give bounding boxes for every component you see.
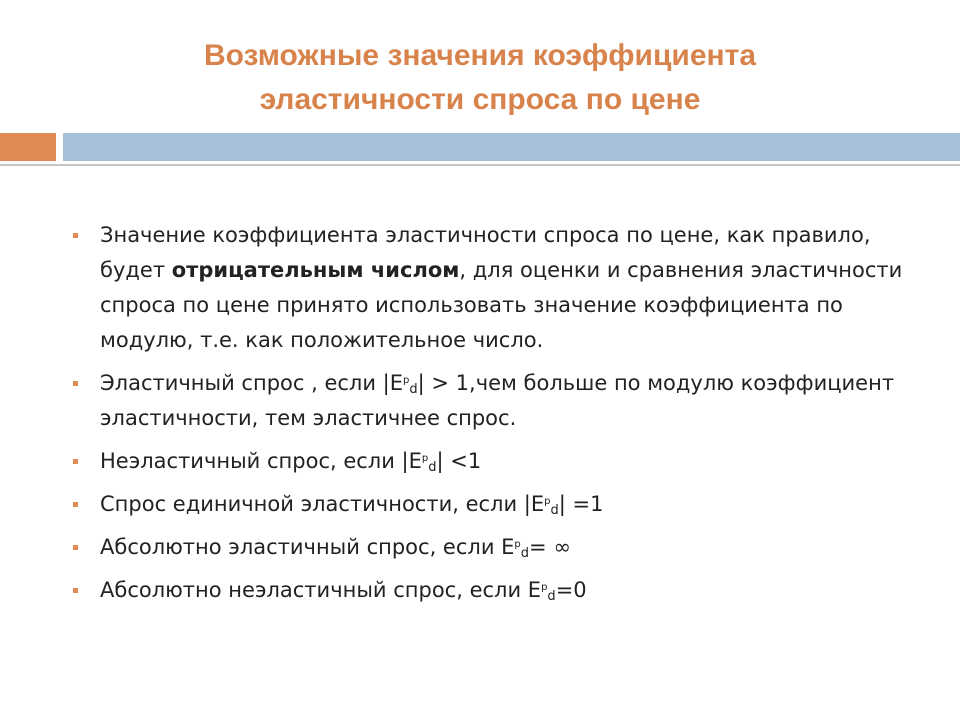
bullet-2-superscript: p <box>403 375 410 386</box>
bullet-3-prefix: Неэластичный спрос, если |E <box>100 449 422 473</box>
slide-title <box>0 34 960 122</box>
bullet-4-superscript: p <box>544 496 551 507</box>
bullet-item-perfectly-inelastic <box>72 573 932 608</box>
bullet-list <box>72 218 932 616</box>
bullet-5-prefix: Абсолютно эластичный спрос, если E <box>100 535 515 559</box>
bullet-5-superscript: p <box>514 539 521 550</box>
bullet-marker <box>73 545 78 550</box>
bullet-4-subscript: d <box>550 503 559 518</box>
bullet-5-suffix: = ∞ <box>529 535 571 559</box>
bullet-6-superscript: p <box>541 582 548 593</box>
bullet-item-elastic-demand <box>72 366 932 436</box>
bullet-6-prefix: Абсолютно неэластичный спрос, если E <box>100 578 542 602</box>
divider-bar-blue <box>63 133 960 161</box>
bullet-item-negative-coefficient <box>72 218 932 358</box>
bullet-marker <box>73 588 78 593</box>
bullet-item-perfectly-elastic <box>72 530 932 565</box>
bullet-6-suffix: =0 <box>555 578 587 602</box>
divider-line <box>0 164 960 166</box>
bullet-1-bold-text: отрицательным числом <box>171 258 460 282</box>
bullet-3-suffix: | <1 <box>436 449 482 473</box>
bullet-marker <box>73 459 78 464</box>
bullet-marker <box>73 233 78 238</box>
bullet-5-subscript: d <box>520 546 530 561</box>
bullet-1-text-after: , для оценки и сравнения эластичности спроса по цене принято использовать значение коэффициента по модулю, т.е. как положительное число. <box>100 258 903 352</box>
bullet-3-superscript: p <box>421 453 429 464</box>
divider-bar-orange <box>0 133 56 161</box>
bullet-item-unit-elasticity <box>72 487 932 522</box>
bullet-4-prefix: Спрос единичной эластичности, если |E <box>100 492 545 516</box>
bullet-marker <box>73 381 78 386</box>
bullet-2-suffix: | > 1,чем больше по модулю коэффициент эластичности, тем эластичнее спрос. <box>100 371 895 430</box>
bullet-3-subscript: d <box>428 460 437 475</box>
slide-title-line-2: эластичности спроса по цене <box>259 83 701 116</box>
slide-title-line-1: Возможные значения коэффициента <box>203 39 757 72</box>
bullet-1-text: Значение коэффициента эластичности спроса по цене, как правило, будет <box>100 223 871 282</box>
bullet-2-subscript: d <box>409 382 418 397</box>
bullet-item-inelastic-demand <box>72 444 932 479</box>
bullet-2-prefix: Эластичный спрос , если |E <box>100 371 404 395</box>
bullet-4-suffix: | =1 <box>558 492 604 516</box>
bullet-marker <box>73 502 78 507</box>
bullet-6-subscript: d <box>547 589 556 604</box>
